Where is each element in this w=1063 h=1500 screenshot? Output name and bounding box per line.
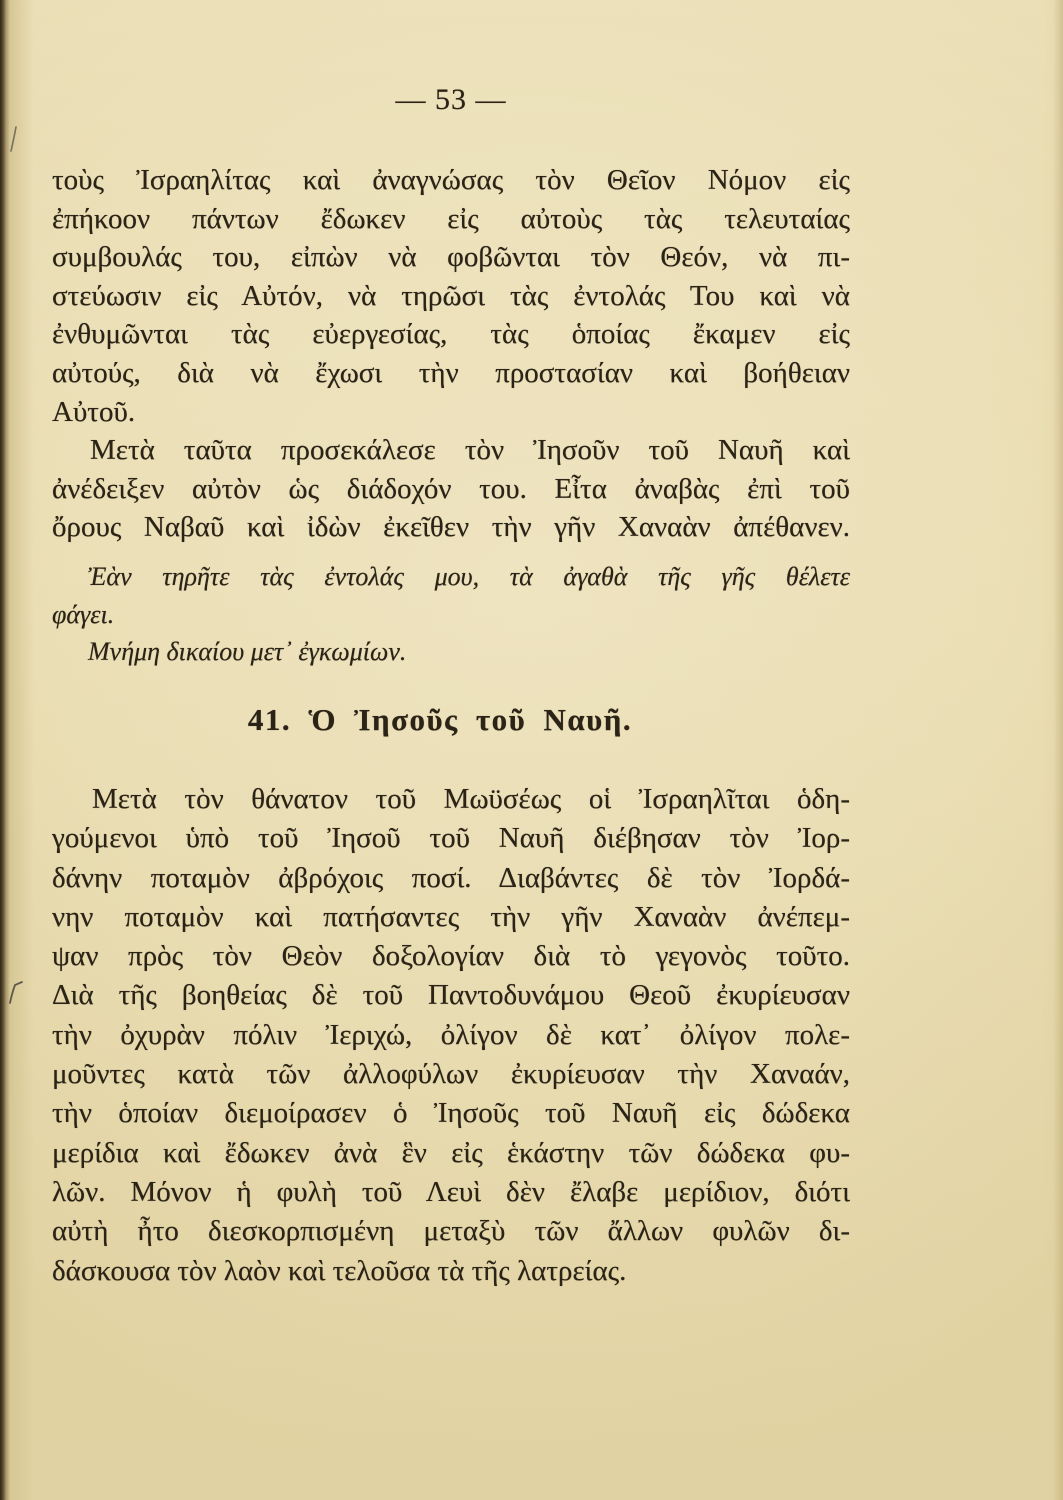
scripture-quote-line: Ἐὰν τηρῆτε τὰς ἐντολάς μου, τὰ ἀγαθὰ τῆς γῆς θέλετε [88,562,850,591]
paragraph-line: μοῦντες κατὰ τῶν ἀλλοφύλων ἐκυρίευσαν τὴν Χαναάν, [52,1058,850,1091]
paragraph-line: ἀνέδειξεν αὐτὸν ὡς διάδοχόν του. Εἶτα ἀναβὰς ἐπὶ τοῦ [52,472,850,505]
scripture-quote-line: φάγει. [52,599,115,629]
margin-pencil-mark [10,982,22,1003]
paragraph-line: αὐτούς, διὰ νὰ ἔχωσι τὴν προστασίαν καὶ βοήθειαν [52,356,850,389]
paragraph-line: στεύωσιν εἰς Αὐτόν, νὰ τηρῶσι τὰς ἐντολάς Του καὶ νὰ [52,279,850,312]
section-body-text [52,780,850,1291]
paragraph-line: Αὐτοῦ. [52,395,136,428]
paragraph-line: δάνην ποταμὸν ἀβρόχοις ποσί. Διαβάντες δὲ τὸν Ἰορδά- [52,861,850,894]
paragraph-line: συμβουλάς του, εἰπὼν νὰ φοβῶνται τὸν Θεόν, νὰ πι- [52,241,850,274]
paragraph-line: αὐτὴ ἦτο διεσκορπισμένη μεταξὺ τῶν ἄλλων φυλῶν δι- [52,1215,850,1248]
paragraph-line: ὄρους Ναβαῦ καὶ ἰδὼν ἐκεῖθεν τὴν γῆν Χαναὰν ἀπέθανεν. [52,511,850,544]
paragraph-line: λῶν. Μόνον ἡ φυλὴ τοῦ Λευὶ δὲν ἔλαβε μερίδιον, διότι [52,1175,850,1208]
paragraph-line: τὴν ὁποίαν διεμοίρασεν ὁ Ἰησοῦς τοῦ Ναυῆ εἰς δώδεκα [52,1097,850,1130]
paragraph-line: τὴν ὀχυρὰν πόλιν Ἰεριχώ, ὀλίγον δὲ κατ᾽ ὀλίγον πολε- [52,1018,850,1051]
paragraph-line: δάσκουσα τὸν λαὸν καὶ τελοῦσα τὰ τῆς λατρείας. [52,1254,627,1287]
section-heading: 41. Ὁ Ἰησοῦς τοῦ Ναυῆ. [247,702,633,737]
paragraph-line: Μετὰ τὸν θάνατον τοῦ Μωϋσέως οἱ Ἰσραηλῖται ὁδη- [92,783,850,815]
paragraph-line: μερίδια καὶ ἔδωκεν ἀνὰ ἓν εἰς ἑκάστην τῶν δώδεκα φυ- [52,1136,850,1169]
paragraph-line: νην ποταμὸν καὶ πατήσαντες τὴν γῆν Χαναὰν ἀνέπεμ- [52,900,850,933]
paragraph-line: γούμενοι ὑπὸ τοῦ Ἰησοῦ τοῦ Ναυῆ διέβησαν τὸν Ἰορ- [52,822,850,855]
maxims [52,558,850,671]
body-text-opening [52,161,850,547]
proverb-line: Μνήμη δικαίου μετ᾽ ἐγκωμίων. [88,637,407,666]
paragraph-line: Μετὰ ταῦτα προσεκάλεσε τὸν Ἰησοῦν τοῦ Ναυῆ καὶ [90,434,850,467]
margin-pencil-mark [11,127,16,151]
paragraph-line: ψαν πρὸς τὸν Θεὸν δοξολογίαν διὰ τὸ γεγονὸς τοῦτο. [52,940,850,973]
paragraph-line: ἐπήκοον πάντων ἔδωκεν εἰς αὐτοὺς τὰς τελευταίας [52,202,850,235]
paragraph-line: ἐνθυμῶνται τὰς εὐεργεσίας, τὰς ὁποίας ἔκαμεν εἰς [52,318,850,351]
paragraph-line: τοὺς Ἰσραηλίτας καὶ ἀναγνώσας τὸν Θεῖον Νόμον εἰς [52,164,850,196]
paragraph-line: Διὰ τῆς βοηθείας δὲ τοῦ Παντοδυνάμου Θεοῦ ἐκυρίευσαν [52,979,850,1012]
page-number: — 53 — [395,83,507,116]
